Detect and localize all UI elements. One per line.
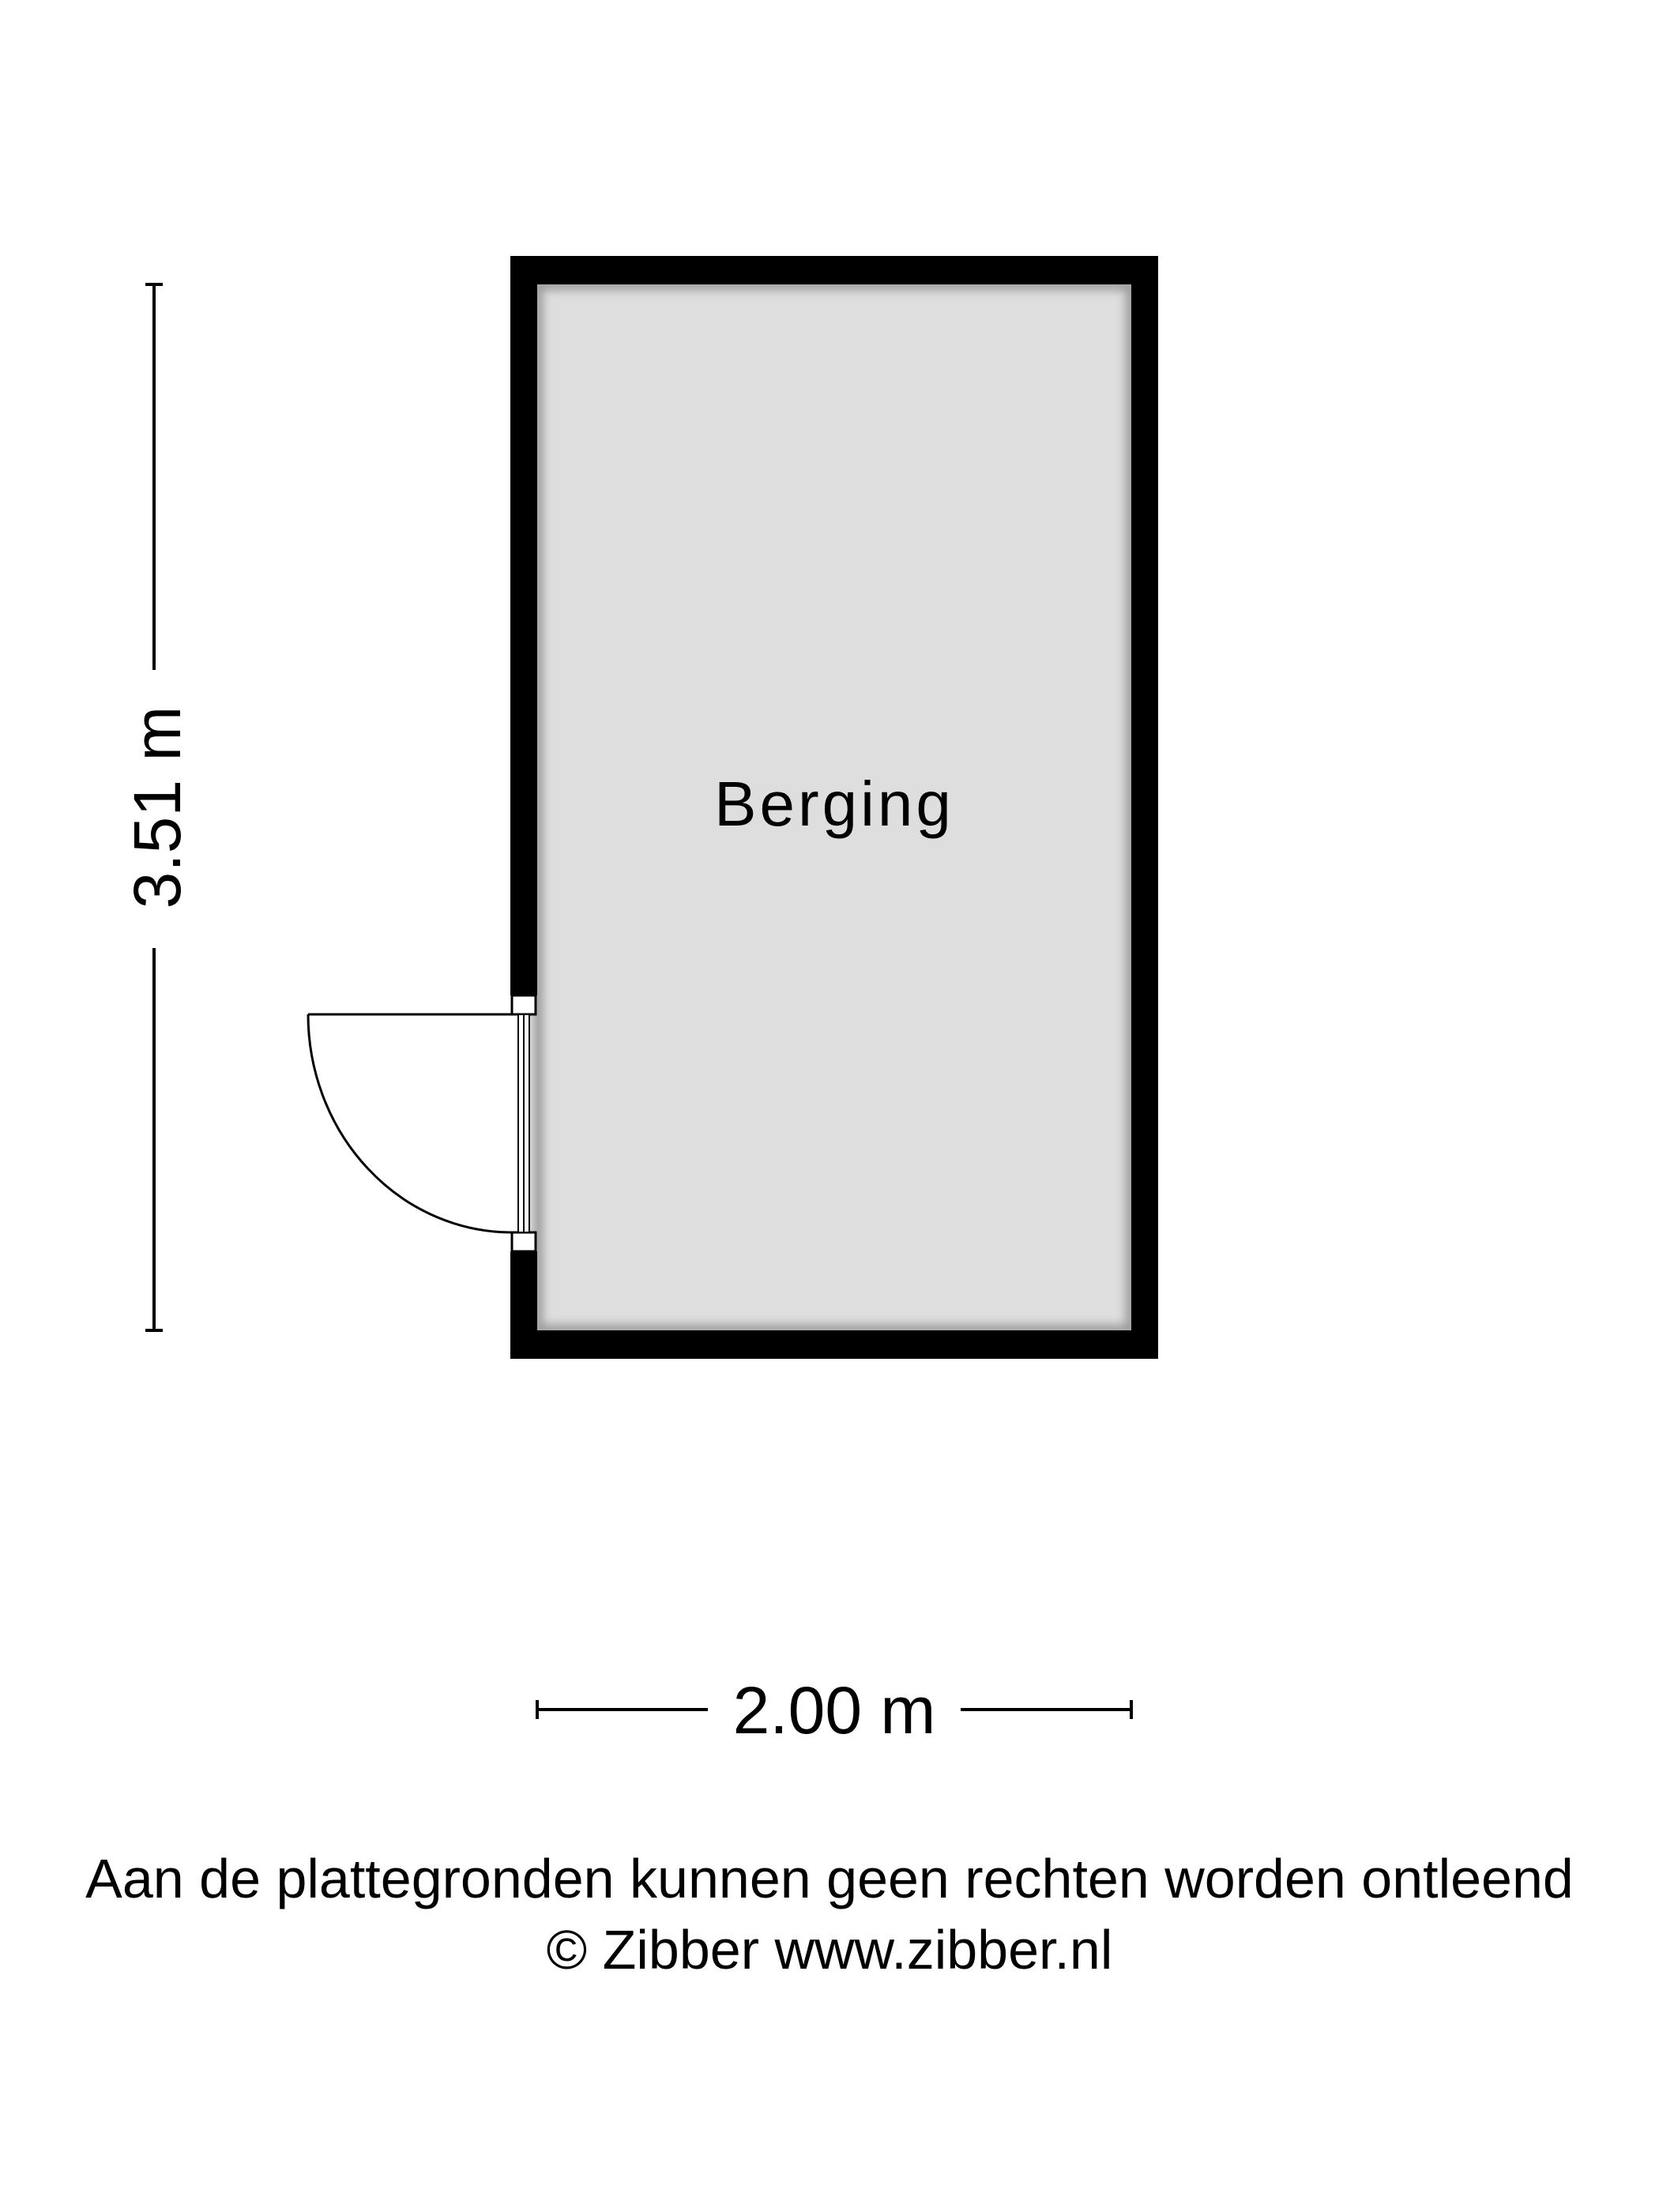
wall-left-lower <box>510 1251 537 1359</box>
door-jamb-top <box>512 995 536 1014</box>
wall-right <box>1131 256 1158 1359</box>
width-dimension-label: 2.00 m <box>732 1673 936 1747</box>
height-dimension-label: 3.51 m <box>120 705 194 909</box>
room-label: Berging <box>714 769 954 839</box>
wall-top <box>510 256 1158 284</box>
copyright-text: © Zibber www.zibber.nl <box>546 1919 1113 1981</box>
door <box>308 995 536 1251</box>
wall-bottom <box>510 1330 1158 1359</box>
door-jamb-bottom <box>512 1232 536 1251</box>
wall-left-upper <box>510 256 537 995</box>
disclaimer-text: Aan de plattegronden kunnen geen rechten worden ontleend <box>85 1848 1574 1909</box>
door-swing-arc <box>308 1014 512 1232</box>
